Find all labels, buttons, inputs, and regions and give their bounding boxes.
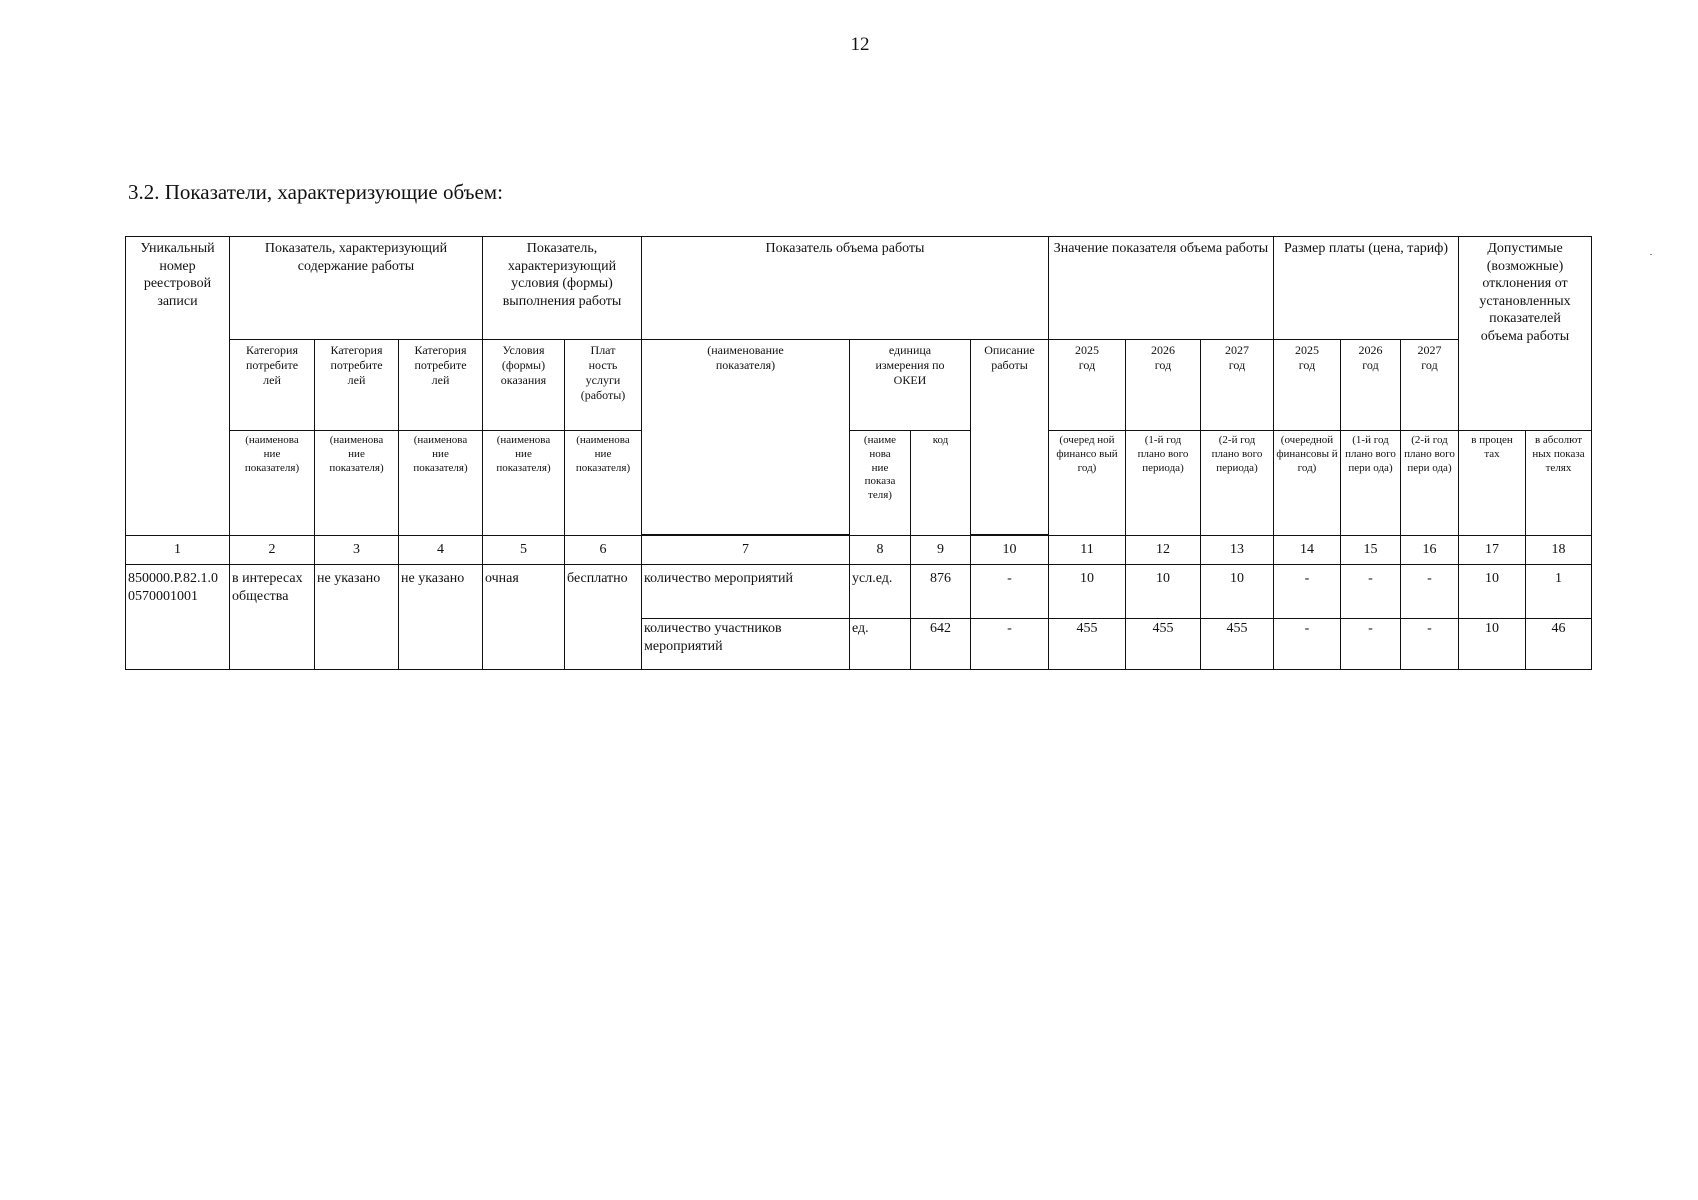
row-unit: усл.ед. <box>849 564 911 619</box>
subheader-work-description: Описание работы <box>970 339 1049 535</box>
column-number: 16 <box>1400 535 1459 565</box>
header-content-indicator: Показатель, характеризующий содержание работы <box>229 236 483 340</box>
column-number: 18 <box>1525 535 1592 565</box>
subheader-category-3: Категория потребите лей <box>398 339 483 431</box>
row-fee-2025: - <box>1273 564 1341 619</box>
subheader-fee-period-2: (1-й год плано вого пери ода) <box>1340 430 1401 536</box>
column-number: 7 <box>641 535 850 565</box>
row-fee-2027: - <box>1400 564 1459 619</box>
subheader-unit-code: код <box>910 430 971 536</box>
scan-speck <box>1650 254 1652 255</box>
column-number: 3 <box>314 535 399 565</box>
header-fee-size: Размер платы (цена, тариф) <box>1273 236 1459 340</box>
subheader-name-1: (наименова ние показателя) <box>229 430 315 536</box>
row-unit: ед. <box>849 618 911 670</box>
row-fee-2026: - <box>1340 618 1401 670</box>
row-fee-2026: - <box>1340 564 1401 619</box>
subheader-fee-2026: 2026 год <box>1340 339 1401 431</box>
subheader-value-2027: 2027 год <box>1200 339 1274 431</box>
row-fee-2027: - <box>1400 618 1459 670</box>
column-number: 6 <box>564 535 642 565</box>
row-description: - <box>970 564 1049 619</box>
row-value-2027: 10 <box>1200 564 1274 619</box>
subheader-name-2: (наименова ние показателя) <box>314 430 399 536</box>
row-value-2025: 455 <box>1048 618 1126 670</box>
record-category-2: не указано <box>314 564 399 670</box>
row-deviation-absolute: 1 <box>1525 564 1592 619</box>
subheader-unit-name: (наиме нова ние показа теля) <box>849 430 911 536</box>
column-number: 1 <box>125 535 230 565</box>
section-title: 3.2. Показатели, характеризующие объем: <box>128 180 503 204</box>
page-number: 12 <box>850 34 870 55</box>
column-number: 9 <box>910 535 971 565</box>
record-payment: бесплатно <box>564 564 642 670</box>
header-volume-indicator: Показатель объема работы <box>641 236 1049 340</box>
column-number: 10 <box>970 535 1049 565</box>
subheader-value-2025: 2025 год <box>1048 339 1126 431</box>
row-code: 642 <box>910 618 971 670</box>
row-indicator: количество участников мероприятий <box>641 618 850 670</box>
row-value-2026: 10 <box>1125 564 1201 619</box>
record-id: 850000.Р.82.1.0 0570001001 <box>125 564 230 670</box>
subheader-name-3: (наименова ние показателя) <box>398 430 483 536</box>
subheader-indicator-name: (наименование показателя) <box>641 339 850 535</box>
subheader-deviation-absolute: в абсолют ных показа телях <box>1525 430 1592 536</box>
header-deviations: Допустимые (возможные) отклонения от установленных показателей объема работы <box>1458 236 1592 536</box>
column-number: 5 <box>482 535 565 565</box>
row-deviation-absolute: 46 <box>1525 618 1592 670</box>
header-volume-value: Значение показателя объема работы <box>1048 236 1274 340</box>
subheader-name-4: (наименова ние показателя) <box>482 430 565 536</box>
row-fee-2025: - <box>1273 618 1341 670</box>
header-unique-record: Уникальный номер реестровой записи <box>125 236 230 536</box>
column-number: 15 <box>1340 535 1401 565</box>
column-number: 2 <box>229 535 315 565</box>
column-number: 8 <box>849 535 911 565</box>
subheader-name-5: (наименова ние показателя) <box>564 430 642 536</box>
subheader-fee-2025: 2025 год <box>1273 339 1341 431</box>
subheader-value-period-2: (1-й год плано вого периода) <box>1125 430 1201 536</box>
subheader-payment: Плат ность услуги (работы) <box>564 339 642 431</box>
subheader-fee-period-1: (очередной финансовы й год) <box>1273 430 1341 536</box>
subheader-value-2026: 2026 год <box>1125 339 1201 431</box>
subheader-unit-okei: единица измерения по ОКЕИ <box>849 339 971 431</box>
column-number: 13 <box>1200 535 1274 565</box>
subheader-value-period-1: (очеред ной финансо вый год) <box>1048 430 1126 536</box>
subheader-fee-2027: 2027 год <box>1400 339 1459 431</box>
header-conditions-indicator: Показатель, характеризующий условия (формы) выполнения работы <box>482 236 642 340</box>
row-description: - <box>970 618 1049 670</box>
row-indicator: количество мероприятий <box>641 564 850 619</box>
row-code: 876 <box>910 564 971 619</box>
column-number: 14 <box>1273 535 1341 565</box>
row-value-2025: 10 <box>1048 564 1126 619</box>
subheader-value-period-3: (2-й год плано вого периода) <box>1200 430 1274 536</box>
column-number: 12 <box>1125 535 1201 565</box>
record-category-3: не указано <box>398 564 483 670</box>
column-number: 17 <box>1458 535 1526 565</box>
subheader-fee-period-3: (2-й год плано вого пери ода) <box>1400 430 1459 536</box>
row-value-2026: 455 <box>1125 618 1201 670</box>
subheader-conditions: Условия (формы) оказания <box>482 339 565 431</box>
row-deviation-percent: 10 <box>1458 564 1526 619</box>
subheader-deviation-percent: в процен тах <box>1458 430 1526 536</box>
row-value-2027: 455 <box>1200 618 1274 670</box>
subheader-category-2: Категория потребите лей <box>314 339 399 431</box>
volume-indicators-table <box>125 236 1592 670</box>
record-category-1: в интересах общества <box>229 564 315 670</box>
subheader-category-1: Категория потребите лей <box>229 339 315 431</box>
column-number: 11 <box>1048 535 1126 565</box>
row-deviation-percent: 10 <box>1458 618 1526 670</box>
record-conditions: очная <box>482 564 565 670</box>
column-number: 4 <box>398 535 483 565</box>
